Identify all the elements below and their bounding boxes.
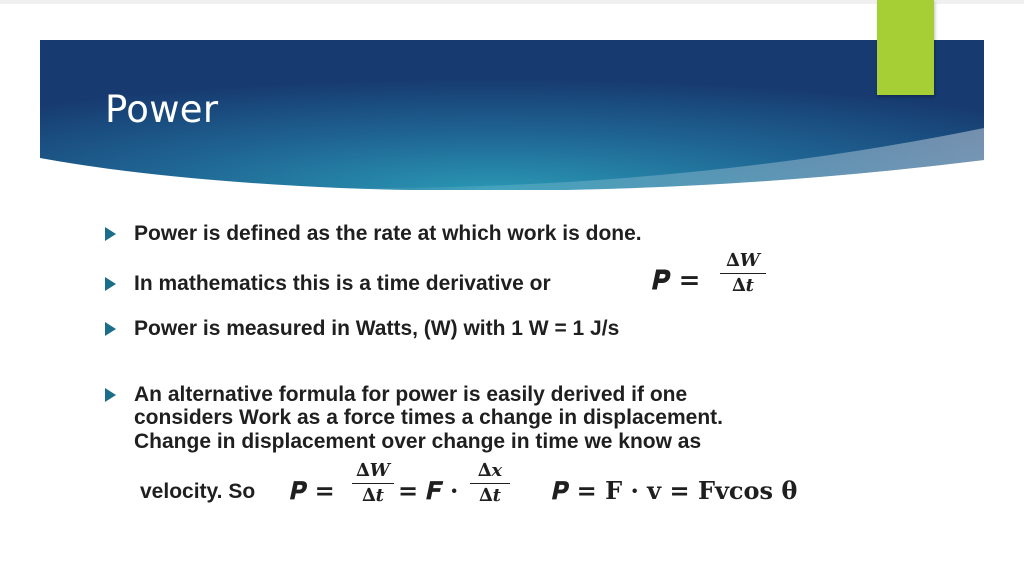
formula2-denominator-1: ∆𝒕 <box>362 485 384 506</box>
bullet-4-line-2: considers Work as a force times a change in displacement. <box>134 406 723 429</box>
formula3: 𝑷 = F · v = Fvcos θ <box>552 476 798 505</box>
bullet-4-line-3: Change in displacement over change in time we know as <box>134 430 702 453</box>
formula1-fraction <box>720 250 766 297</box>
fraction-bar <box>720 273 766 274</box>
bullet-4-line-1: An alternative formula for power is easily derived if one <box>134 383 688 406</box>
formula2-mid: = 𝑭 · <box>398 476 459 505</box>
bullet-4-tail: velocity. So <box>140 480 256 503</box>
slide-title: Power <box>105 88 219 131</box>
top-band <box>0 0 1024 4</box>
fraction-bar <box>352 483 394 484</box>
triangle-bullet-icon <box>105 277 116 291</box>
triangle-bullet-icon <box>105 388 116 402</box>
triangle-bullet-icon <box>105 227 116 241</box>
formula2-denominator-2: ∆𝒕 <box>479 485 501 506</box>
bullet-3-text: Power is measured in Watts, (W) with 1 W = 1 J/s <box>134 317 620 340</box>
formula2-fraction-1 <box>352 460 394 507</box>
fraction-bar <box>470 483 510 484</box>
formula2-numerator-1: ∆𝑾 <box>356 460 390 481</box>
accent-tab <box>877 0 934 95</box>
formula1-denominator: ∆𝒕 <box>732 275 754 296</box>
formula2-fraction-2 <box>470 460 510 507</box>
formula2-numerator-2: ∆𝒙 <box>477 460 503 481</box>
formula2-lhs: 𝑷 = <box>290 476 335 505</box>
formula1-lhs: 𝑷 = <box>652 266 701 296</box>
formula1-numerator: ∆𝑾 <box>726 250 760 271</box>
bullet-2-text: In mathematics this is a time derivative or <box>134 272 551 295</box>
bullet-1-text: Power is defined as the rate at which work is done. <box>134 222 642 245</box>
triangle-bullet-icon <box>105 322 116 336</box>
